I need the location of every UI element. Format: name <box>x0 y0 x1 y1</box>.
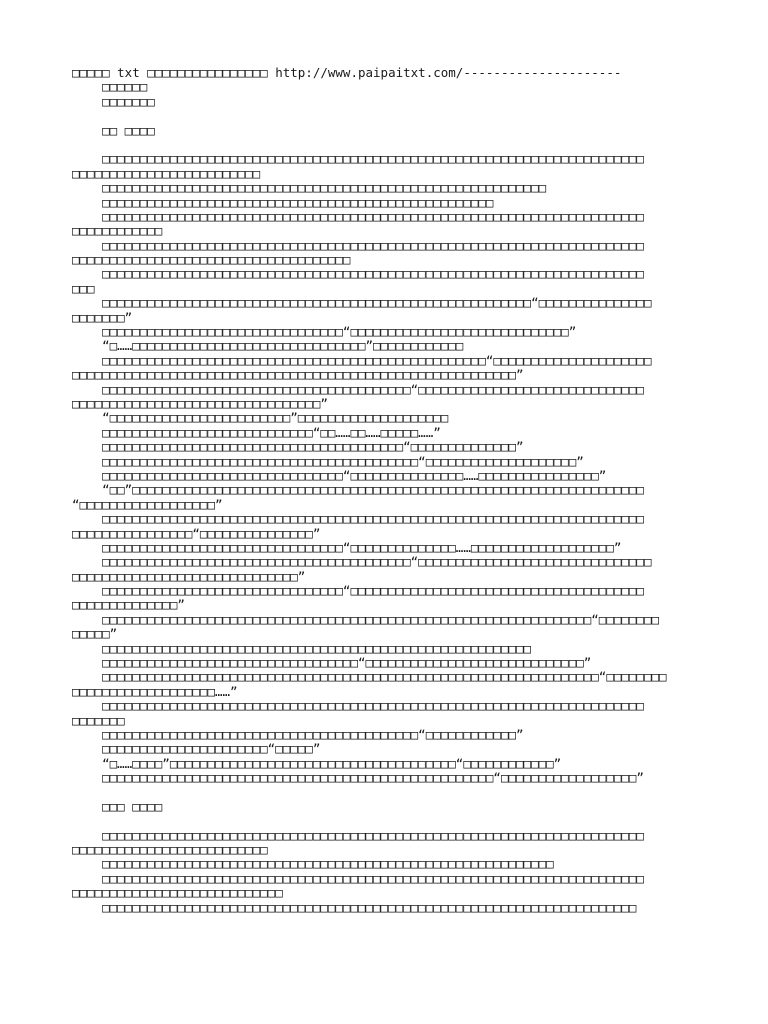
text-line: □□□□□□□□□□□□□□□□□□□□□□□□□□□□□□□□□□□□□□□□□□“□□□□□□□□□□□□” <box>72 727 524 742</box>
text-line: □□□□□□□□□□□□□□□□□□□□□□□□□□□□“□□……□□……□□□□□……” <box>72 425 441 440</box>
text-line: □□□□□□ <box>72 80 148 95</box>
text-line: □□□□□□□□□□□□□□□□□□□□□□□□□□□□□□□□□□□□□□□□□□“□□□□□□□□□□□□□□□□□□□□” <box>72 454 584 469</box>
text-line: □□□□□□□□□□□□□□□□□□□□□□□□□□□□□□□□□□□□□□□□□□□□□□□□□□□□□□□□□□□□□□□□□□□□□□□□ <box>72 512 644 527</box>
text-line <box>72 814 702 828</box>
text-line: □□□□□□□□□□□□□□□□□□□□□□□□□□□□□□□□□□□□□□□□□□□□□□□□□□□□□□□□□“□□□□□□□□□□□□□□□ <box>72 296 652 311</box>
text-line: □□□□□□□□□□□□□□□□□□□□□□□□□□□□□□□□“□□□□□□□□□□□□□□……□□□□□□□□□□□□□□□□□□□” <box>72 540 622 555</box>
text-line: “□……□□□□”□□□□□□□□□□□□□□□□□□□□□□□□□□□□□□□□□□□□□□“□□□□□□□□□□□□” <box>72 756 562 771</box>
text-line: □□□□□□□□□□□□□□□□□□□□□□□□□□□□□□□□□□□□□□□□□□□□□□□□□□□□□□□□□□□ <box>72 181 547 196</box>
text-line: □□□□□□□□□□□□□□” <box>72 598 185 613</box>
text-line: □□□□□□□□□□□□□□□□□□□□□□□□□□□□□□□□□□□□□□□□□□□□□□□□□□□□□□□□□□□□□□□□□□□□□□□□ <box>72 699 644 714</box>
text-line: □□□□□□□□□□□□□□□□□□□□□□□□□□□□□□□□□□□□□□□□□□□□□□□□□□□□□□□□□□□□□□□□□□□□□□□□ <box>72 209 644 224</box>
text-line: □□□□□□□□□□□□□□□□□□□□□□□□□□□□□□” <box>72 569 306 584</box>
text-line: □□□□□□□□□□□□□□□□□□□□□□□□□□□□□□□□□□□□□□□□□□□□□□□□□□□□□□□□□□□□□□□□□□“□□□□□□□□ <box>72 670 667 685</box>
text-line: □□□□□□□□□□□□□□□□□□□□□□□□□□□□□□□□□□□□□□□□□□□□□□□□□□□□□□□□□□□□□□□□□□□□□□□ <box>72 900 637 915</box>
text-line: □□□□□□□□□□□□□□□□□□□□□□□□□□□□□□□□□□□□□□□□□□□□□□□□□□□□□□□□□□□□ <box>72 857 554 872</box>
text-line: □□□□□□□□□□□□□□□□□□□□□□□□□ <box>72 166 261 181</box>
document-body <box>72 66 768 915</box>
text-line: “□……□□□□□□□□□□□□□□□□□□□□□□□□□□□□□□□”□□□□□□□□□□□□ <box>72 339 464 354</box>
text-line: □□□□□□□□□□□□□□□□□□□□□□□□□□□□□□□□□□□□□□□□□□□□□□□□□□□“□□□□□□□□□□□□□□□□□□□□□ <box>72 353 652 368</box>
text-line: □□□□□□□□□□□□□□□□□□□……” <box>72 684 238 699</box>
text-line: □□□□□□□□□□□□□□□□□□□□□□“□□□□□” <box>72 742 321 757</box>
text-line: □□□□□□□□□□□□□□□□□□□□□□□□□□□□□□□□□□□□□□□□□□□□□□□□□□□□□□□□□□□□□□□□□□□□□□□□ <box>72 828 644 843</box>
text-line: □□□ □□□□ <box>72 799 163 814</box>
text-line: □□□□□□□□□□□□□□□□□□□□□□□□□□□□□□□□“□□□□□□□□□□□□□□□□□□□□□□□□□□□□□” <box>72 325 577 340</box>
text-line: □□□□□□□□□□□□□□□□□□□□□□□□□□□□□□□□□□□□□□□□□□□□□□□□□□□□□□□□□□□□□□□□□□□□□□□□ <box>72 871 644 886</box>
text-line: □□□□□□□” <box>72 310 133 325</box>
text-line: □□□ <box>72 281 95 296</box>
text-line: □□□□□□□□□□□□□□□□□□□□□□□□□□□□□□□□□□“□□□□□□□□□□□□□□□□□□□□□□□□□□□□□” <box>72 656 592 671</box>
text-line: □□□□□□□□□□□□□□□□□□□□□□□□□□□□□□□□□□□□□□□□□“□□□□□□□□□□□□□□□□□□□□□□□□□□□□□□□ <box>72 555 652 570</box>
text-line: □□□□□□□□□□□□□□□□□□□□□□□□□□□□□□□□□□□□□□□□□□□□□□□□□□□□□□□□□ <box>72 641 532 656</box>
text-line: □□□□□□□□□□□□□□□□□□□□□□□□□□ <box>72 843 268 858</box>
text-line: □□ □□□□ <box>72 123 155 138</box>
text-line: □□□□□□□□□□□□□□□□□□□□□□□□□□□□□□□□□□□□□□□□□□□□□□□□□□□□□□□□□□□□□□□□□□□□□□□□ <box>72 152 644 167</box>
text-line: “□□”□□□□□□□□□□□□□□□□□□□□□□□□□□□□□□□□□□□□□□□□□□□□□□□□□□□□□□□□□□□□□□□□□□□□ <box>72 483 644 498</box>
text-line: □□□□□□□ <box>72 713 125 728</box>
text-line: □□□□□□□□□□□□□□□□□□□□□□□□□□□□□□□□“□□□□□□□□□□□□□□□……□□□□□□□□□□□□□□□□” <box>72 468 607 483</box>
text-line: □□□□□□□□□□□□□□□□□□□□□□□□□□□□□□□□□□□□□□□□□□□□□□□□□□□□□□□□□□□□□□□□□□□□□□□□ <box>72 267 644 282</box>
text-line: □□□□□□□□□□□□□□□□□□□□□□□□□□□□□□□□□□□□□□□□□□□□□□□□□□□□ <box>72 195 494 210</box>
text-line: □□□□□□□□□□□□□□□□□□□□□□□□□□□□ <box>72 886 283 901</box>
text-line: □□□□□□□□□□□□□□□□□□□□□□□□□□□□□□□□□□□□□ <box>72 253 351 268</box>
text-line <box>72 109 702 123</box>
text-line: □□□□□□□□□□□□□□□□□□□□□□□□□□□□□□□□□□□□□□□□“□□□□□□□□□□□□□□” <box>72 440 524 455</box>
text-line: □□□□□□□□□□□□□□□□□□□□□□□□□□□□□□□□□□□□□□□□□□□□□□□□□□□□□□□□□□□□□□□□□□□□□□□□ <box>72 238 644 253</box>
text-line: □□□□□□□□□□□□□□□□□□□□□□□□□□□□□□□□□□□□□□□□□□□□□□□□□□□□“□□□□□□□□□□□□□□□□□□” <box>72 771 644 786</box>
text-line: □□□□□□□□□□□□□□□□□□□□□□□□□□□□□□□□□□□□□□□□□□□□□□□□□□□□□□□□□□□” <box>72 368 524 383</box>
text-line: □□□□□□□□□□□□□□□□□□□□□□□□□□□□□□□□□□□□□□□□□“□□□□□□□□□□□□□□□□□□□□□□□□□□□□□□ <box>72 382 644 397</box>
text-line <box>72 786 702 800</box>
text-line: “□□□□□□□□□□□□□□□□□□” <box>72 497 223 512</box>
text-line: □□□□□□□□□□□□□□□□□□□□□□□□□□□□□□□□“□□□□□□□□□□□□□□□□□□□□□□□□□□□□□□□□□□□□□□□ <box>72 584 644 599</box>
text-line: □□□□□□□ <box>72 94 155 109</box>
text-line: □□□□□□□□□□□□□□□□□□□□□□□□□□□□□□□□□□□□□□□□□□□□□□□□□□□□□□□□□□□□□□□□□“□□□□□□□□ <box>72 612 659 627</box>
document-header-line: □□□□□ txt □□□□□□□□□□□□□□□□ http://www.paipaitxt.com/--------------------- <box>72 66 622 80</box>
text-line: □□□□□□□□□□□□□□□□□□□□□□□□□□□□□□□□□” <box>72 396 328 411</box>
text-line: “□□□□□□□□□□□□□□□□□□□□□□□□”□□□□□□□□□□□□□□□□□□□□ <box>72 411 449 426</box>
text-line: □□□□□□□□□□□□ <box>72 224 163 239</box>
text-line: □□□□□” <box>72 627 118 642</box>
text-line <box>72 138 702 152</box>
text-line: □□□□□□□□□□□□□□□□“□□□□□□□□□□□□□□□” <box>72 526 321 541</box>
